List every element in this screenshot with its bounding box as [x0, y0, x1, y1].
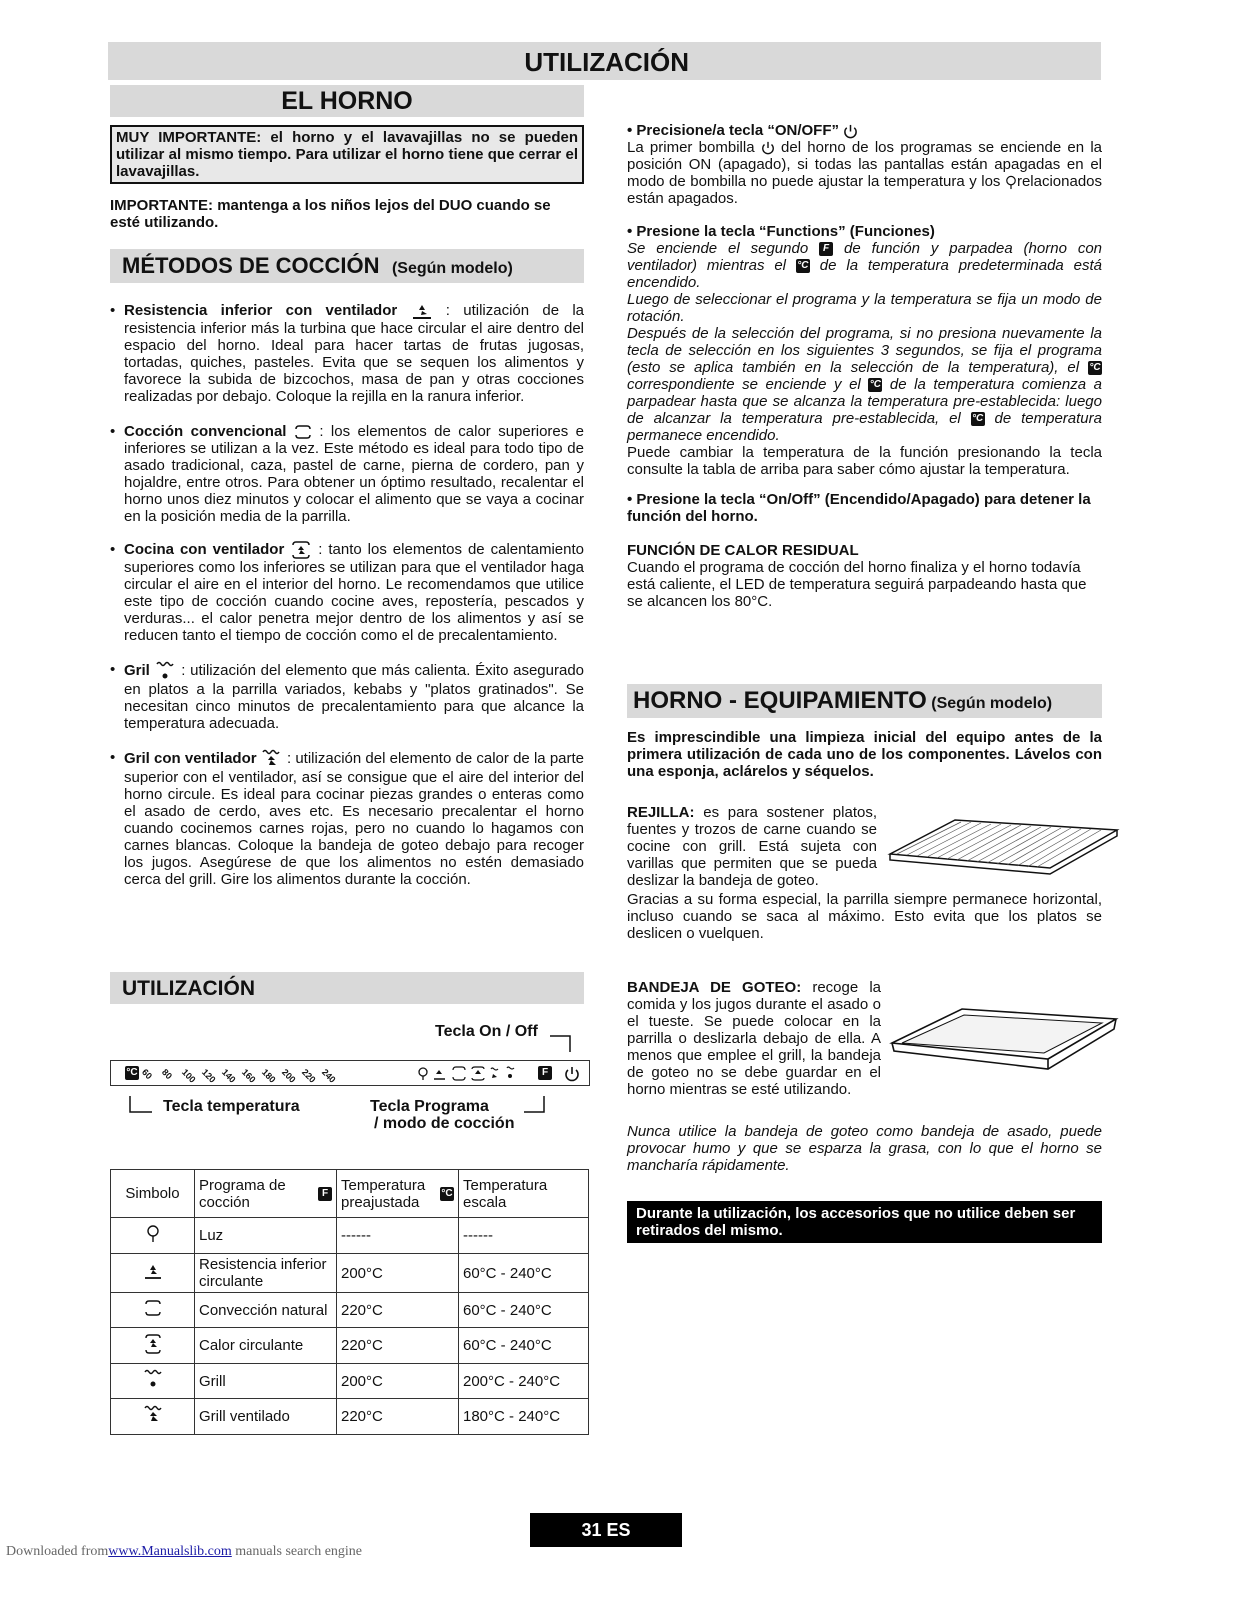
method-text: : tanto los elementos de calentamiento superiores como los inferiores se utilizan para que el ventilador haga circular el aire en el interior del horno. Le recomendamos que utilice este tipo de cocción cuando cocine aves, repostería, pescados y verduras... el calor penetra mejor dentro de los alimentos y así se reducen tanto el tiempo de cocción como el de precalentamiento.: [124, 541, 585, 645]
method-text: : utilización del elemento de calor de la parte superior con el ventilador, así se consigue que el aire del interior del horno circule. Es ideal para cocinar piezas grandes o enteras como el asado de cerdo, aves etc. Es necesario precalentar el horno cuando cocinemos carnes rojas, pero no cuando lo hagamos con carnes blancas. Coloque la bandeja de goteo debajo para recoger los jugos. Asegúrese de que los alimentos no estén demasiado cerca del grill. Gire los alimentos durante la cocción.: [124, 750, 585, 889]
metodos-heading: [110, 249, 584, 283]
onoff-title-text: • Precisione/a tecla “ON/OFF”: [627, 122, 839, 139]
bottom-fan-icon: [111, 1254, 195, 1293]
functions-text-1: [627, 240, 1102, 291]
onoff-connector: [548, 1034, 572, 1054]
temp-scale-label: 240: [319, 1067, 338, 1085]
equipamiento-intro: Es imprescindible una limpieza inicial del equipo antes de la primera utilización de cada uno de los componentes. Lávelos con una esponja, aclárelos y séquelos.: [627, 729, 1102, 780]
onoff-text-1: La primer bombilla: [627, 139, 755, 156]
el-horno-heading: EL HORNO: [110, 85, 584, 117]
temp-scale-label: 140: [219, 1067, 238, 1085]
grill-icon: [111, 1364, 195, 1399]
conventional-icon: [294, 424, 312, 440]
program-table: [110, 1169, 589, 1435]
temp-connector: [128, 1094, 154, 1114]
program-cell: Luz: [195, 1218, 337, 1254]
program-cell: Resistencia inferior circulante: [195, 1254, 337, 1293]
residual-text: Cuando el programa de cocción del horno finaliza y el horno todavía está caliente, el LED de temperatura seguirá parpadeando hasta que se alcancen los 80°C.: [627, 559, 1087, 610]
table-row: [111, 1364, 589, 1399]
temp-scale-label: 180: [259, 1067, 278, 1085]
functions-text-3c: de la temperatura comienza a parpadear hasta que se alcanza la temperatura pre-establecida: luego de alcanzar la temperatura pre-establecida, el: [627, 376, 1102, 427]
stop-instruction: • Presione la tecla “On/Off” (Encendido/Apagado) para detener la función del horno.: [627, 491, 1091, 525]
equipamiento-title: HORNO - EQUIPAMIENTO: [633, 687, 927, 714]
program-cell: Convección natural: [195, 1293, 337, 1328]
range-cell: 60°C - 240°C: [459, 1328, 589, 1364]
grill-icon: [155, 661, 177, 681]
header-programa: [195, 1170, 337, 1218]
header-simbolo: Simbolo: [111, 1170, 195, 1218]
program-table-body: [111, 1218, 589, 1435]
control-panel: [110, 1060, 590, 1086]
method-text: : los elementos de calor superiores e inferiores se utilizan a la vez. Este método es ideal para todo tipo de asado tradicional, caza, pastel de carne, pierna de cordero, pan y hojaldre, entre otros. Para obtener un óptimo resultado, recalentar el horno unos diez minutos y colocar el alimento que se vaya a cocinar en la posición media de la parrilla.: [124, 423, 585, 526]
power-icon: [761, 141, 775, 155]
temperature-key-icon: °C: [441, 1188, 453, 1199]
temp-scale-label: 80: [159, 1067, 175, 1082]
functions-text-1c: de la temperatura predeterminada está encendido.: [627, 257, 1103, 291]
bandeja-label: BANDEJA DE GOTEO:: [627, 979, 802, 996]
label-tecla-onoff: Tecla On / Off: [435, 1023, 538, 1040]
bandeja-text: [627, 979, 881, 1098]
functions-section: [627, 223, 1102, 478]
onoff-text-2: del horno de los programas se enciende en la posición ON (apagado), si todas las pantallas están apagadas en el modo de bombilla no puede ajustar la temperatura y los: [627, 139, 1103, 190]
function-key-icon: F: [819, 242, 833, 256]
importante-note: IMPORTANTE: mantenga a los niños lejos del DUO cuando se esté utilizando.: [110, 197, 551, 231]
range-cell: 180°C - 240°C: [459, 1399, 589, 1435]
header-preset-label: Temperatura preajustada: [341, 1176, 426, 1211]
temp-scale-label: 220: [299, 1067, 318, 1085]
equipamiento-heading: [627, 684, 1102, 718]
program-icons: [417, 1064, 537, 1084]
preset-cell: 220°C: [337, 1328, 459, 1364]
grill-fan-icon: [111, 1399, 195, 1435]
functions-text-1b: de función y parpadea (horno con ventilador) mientras el: [627, 240, 1103, 274]
rejilla-text: [627, 804, 877, 889]
header-programa-label: Programa de cocción: [199, 1176, 286, 1211]
functions-title: • Presione la tecla “Functions” (Funciones): [627, 223, 935, 240]
functions-text-2: Luego de seleccionar el programa y la temperatura se fija un modo de rotación.: [627, 291, 1102, 325]
rejilla-label: REJILLA:: [627, 804, 695, 821]
range-cell: 60°C - 240°C: [459, 1293, 589, 1328]
utilizacion-heading: UTILIZACIÓN: [110, 972, 584, 1004]
power-key-icon[interactable]: [563, 1065, 581, 1083]
rejilla-description: es para sostener platos, fuentes y trozos de carne cuando se cocine con grill. Está sujeta con varillas que permiten que se pueda deslizar la bandeja de goteo.: [627, 804, 878, 889]
functions-text-3d: de temperatura permanece encendido.: [627, 410, 1102, 444]
method-item: [110, 541, 584, 644]
grill-fan-icon: [261, 749, 283, 769]
method-name: Cocción convencional: [124, 423, 287, 441]
table-row: [111, 1328, 589, 1364]
metodos-title: MÉTODOS DE COCCIÓN: [122, 253, 380, 278]
method-text: : utilización del elemento que más calienta. Éxito asegurado en platos a la parrilla variados, kebabs y "platos gratinados". Se necesitan cinco minutos de precalentamiento para que alcance la temperatura adecuada.: [124, 662, 585, 733]
label-tecla-programa: Tecla Programa: [370, 1098, 489, 1115]
page-title: UTILIZACIÓN: [524, 47, 689, 77]
temp-scale-label: 120: [199, 1067, 218, 1085]
equipamiento-subtitle: (Según modelo): [931, 695, 1053, 712]
temperature-key-icon: °C: [1089, 362, 1101, 374]
function-key-icon: F: [318, 1187, 332, 1201]
temp-scale-label: 200: [279, 1067, 298, 1085]
functions-text-3a: Después de la selección del programa, si no presiona nuevamente la tecla de selección en los siguientes 3 segundos, se fija el programa (esto se aplica también en la selección de la temperatura), el: [627, 325, 1102, 376]
preset-cell: 220°C: [337, 1293, 459, 1328]
temperature-key-icon: °C: [869, 379, 881, 391]
range-cell: 200°C - 240°C: [459, 1364, 589, 1399]
header-preset: [337, 1170, 459, 1218]
onoff-text: [627, 139, 1102, 207]
bottom-fan-icon: [411, 302, 433, 320]
temperature-key[interactable]: °C: [126, 1067, 138, 1078]
temp-scale-label: 160: [239, 1067, 258, 1085]
onoff-section: [627, 122, 1102, 207]
download-prefix: Downloaded from: [6, 1544, 109, 1559]
method-item: [110, 661, 584, 732]
table-row: [111, 1399, 589, 1435]
header-range: Temperatura escala: [459, 1170, 589, 1218]
fan-icon: [290, 541, 312, 559]
method-item: [110, 302, 584, 405]
table-row: [111, 1254, 589, 1293]
download-suffix: manuals search engine: [235, 1544, 363, 1559]
accessories-warning: Durante la utilización, los accesorios que no utilice deben ser retirados del mismo.: [627, 1201, 1102, 1243]
method-item: [110, 423, 584, 525]
bandeja-description: recoge la comida y los jugos durante el asado o el tueste. Se puede colocar en la parrilla o deslizarla debajo de ella. A menos que emplee el grill, la bandeja de goteo no se debe guardar en el horno mientras se esté utilizando.: [627, 979, 881, 1098]
temperature-key-icon: °C: [797, 260, 809, 272]
power-icon: [843, 124, 858, 139]
bulb-icon: [1005, 175, 1017, 190]
method-text: : utilización de la resistencia inferior más la turbina que hace circular el aire dentro del espacio del horno. Ideal para hacer tartas de frutas jugosas, tortadas, quiches, pasteles. Evita que se sequen los alimentos y favorece la subida de bizcochos, masa de pan y otras cocciones realizadas por debajo. Coloque la rejilla en la ranura inferior.: [124, 302, 585, 406]
method-name: Gril con ventilador: [124, 750, 257, 768]
functions-text-3: [627, 325, 1102, 444]
function-key[interactable]: F: [538, 1066, 552, 1080]
bulb-icon: [111, 1218, 195, 1254]
rack-illustration: [885, 812, 1120, 882]
method-name: Resistencia inferior con ventilador: [124, 302, 398, 319]
onoff-text-3: relacionados están apagados.: [627, 173, 1103, 207]
download-footer: [6, 1544, 362, 1560]
residual-section: [627, 542, 1102, 610]
preset-cell: 220°C: [337, 1399, 459, 1435]
preset-cell: 200°C: [337, 1254, 459, 1293]
manualslib-link[interactable]: www.Manualslib.com: [108, 1544, 232, 1559]
onoff-title: [627, 122, 1102, 139]
method-item: [110, 749, 584, 888]
temp-scale-label: 100: [179, 1067, 198, 1085]
page-title-bar: [108, 42, 1101, 80]
functions-text-4: Puede cambiar la temperatura de la función presionando la tecla consulte la tabla de arriba para saber cómo ajustar la temperatura.: [627, 444, 1102, 478]
bandeja-warning-italic: Nunca utilice la bandeja de goteo como bandeja de asado, puede provocar humo y que se esparza la grasa, con lo que el horno se mancharía rápidamente.: [627, 1123, 1102, 1174]
functions-text-3b: correspondiente se enciende y el: [627, 376, 861, 393]
drip-tray-illustration: [888, 1003, 1120, 1083]
metodos-subtitle: (Según modelo): [391, 260, 513, 277]
functions-text-1a: Se enciende el segundo: [627, 240, 809, 257]
residual-title: FUNCIÓN DE CALOR RESIDUAL: [627, 542, 859, 559]
range-cell: 60°C - 240°C: [459, 1254, 589, 1293]
rejilla-text-2: Gracias a su forma especial, la parrilla siempre permanece horizontal, incluso cuando se saca al máximo. Esto evita que los platos se deslicen o vuelquen.: [627, 891, 1102, 942]
method-name: Gril: [124, 662, 150, 680]
table-header-row: [111, 1170, 589, 1218]
fan-icon: [111, 1328, 195, 1364]
range-cell: ------: [459, 1218, 589, 1254]
program-cell: Calor circulante: [195, 1328, 337, 1364]
methods-list: [110, 302, 584, 905]
table-row: [111, 1218, 589, 1254]
conventional-icon: [111, 1293, 195, 1328]
program-connector: [522, 1094, 546, 1114]
preset-cell: 200°C: [337, 1364, 459, 1399]
temperature-key-icon: °C: [972, 413, 984, 425]
label-modo-coccion: / modo de cocción: [374, 1115, 515, 1132]
table-row: [111, 1293, 589, 1328]
temp-scale-label: 60: [139, 1067, 155, 1082]
muy-importante-box: MUY IMPORTANTE: el horno y el lavavajillas no se pueden utilizar al mismo tiempo. Para utilizar el horno tiene que cerrar el lavavajillas.: [110, 125, 584, 184]
preset-cell: ------: [337, 1218, 459, 1254]
program-cell: Grill: [195, 1364, 337, 1399]
label-tecla-temperatura: Tecla temperatura: [163, 1098, 300, 1115]
program-cell: Grill ventilado: [195, 1399, 337, 1435]
page-number: 31 ES: [530, 1513, 682, 1547]
method-name: Cocina con ventilador: [124, 541, 285, 559]
